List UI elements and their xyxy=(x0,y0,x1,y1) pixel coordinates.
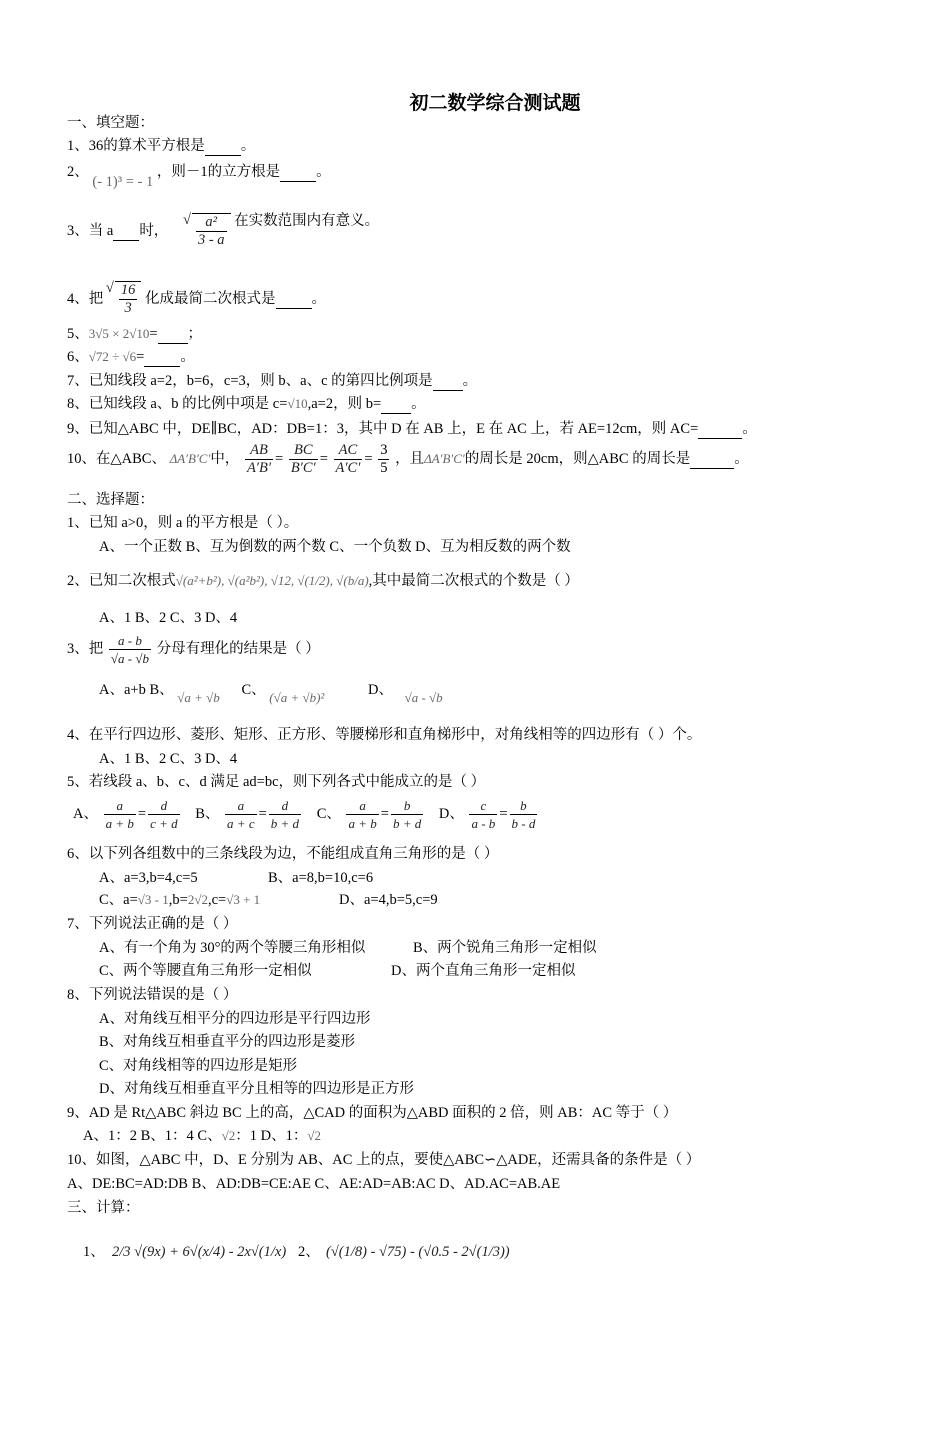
formula-q5: 3√5 × 2√10 xyxy=(88,326,150,341)
question-2-6: 6、以下列各组数中的三条线段为边，不能组成直角三角形的是（ ） xyxy=(67,846,499,862)
question-2-8-option-d: D、对角线互相垂直平分且相等的四边形是正方形 xyxy=(99,1081,414,1097)
page-title: 初二数学综合测试题 xyxy=(409,93,581,114)
question-2-7-option-c: C、两个等腰直角三角形一定相似 xyxy=(99,963,312,979)
section-3-heading: 三、计算： xyxy=(67,1200,140,1216)
question-2-9-options: A、1：2 B、1：4 C、√2：1 D、1：√2 xyxy=(83,1128,321,1144)
formula-q8: √10 xyxy=(287,396,308,411)
question-2-10-options: A、DE:BC=AD:DB B、AD:DB=CE:AE C、AE:AD=AB:AC D、AD.AC=AB.AE xyxy=(67,1176,561,1192)
question-2-2: 2、已知二次根式√(a²+b²), √(a²b²), √12, √(1/2), √(b/a),其中最简二次根式的个数是（ ） xyxy=(67,573,579,589)
question-2-7-option-a: A、有一个角为 30°的两个等腰三角形相似 xyxy=(99,940,366,956)
question-2-6-option-a: A、a=3,b=4,c=5 xyxy=(99,870,198,886)
question-1-7: 7、已知线段 a=2，b=6，c=3，则 b、a、c 的第四比例项是 。 xyxy=(67,373,478,389)
formula-q2: (- 1)³ = - 1 xyxy=(92,174,154,190)
question-1-8: 8、已知线段 a、b 的比例中项是 c=√10,a=2，则 b= 。 xyxy=(67,396,426,412)
question-2-5-options: A、 $\frac{a}{a + b}$ = $\frac{d}{c + d}$ B、 $\frac{a}{a + c}$ = $\frac{d}{b + d}$ C、 $\frac{a}{a + b}$ = $\frac{b}{b + d}$ D、 $\frac{c}{a - b}$ = $\frac{b}{b - d}$ xyxy=(73,798,536,831)
question-2-1: 1、已知 a>0，则 a 的平方根是（ ）。 xyxy=(67,515,299,531)
question-1-10: 10、在△ABC、 ΔA′B′C′中， $\frac{AB}{A'B'}$ = $\frac{BC}{B'C'}$ = $\frac{AC}{A'C'}$ = $\frac{3}{5}$ ，且ΔA′B′C′的周长是 20cm，则△ABC 的周长是 。 xyxy=(67,442,749,476)
question-2-4: 4、在平行四边形、菱形、矩形、正方形、等腰梯形和直角梯形中，对角线相等的四边形有（ ）个。 xyxy=(67,727,702,743)
question-1-2: 2、 (- 1)³ = - 1 ，则－1的立方根是 。 xyxy=(67,164,331,190)
question-2-1-options: A、一个正数 B、互为倒数的两个数 C、一个负数 D、互为相反数的两个数 xyxy=(99,539,571,555)
question-2-6-option-d: D、a=4,b=5,c=9 xyxy=(339,892,438,908)
formula-q6: √72 ÷ √6 xyxy=(88,349,137,364)
question-2-8-option-b: B、对角线互相垂直平分的四边形是菱形 xyxy=(99,1034,356,1050)
question-2-8-option-c: C、对角线相等的四边形是矩形 xyxy=(99,1058,298,1074)
question-1-5: 5、3√5 × 2√10= ； xyxy=(67,326,203,342)
section-2-heading: 二、选择题： xyxy=(67,492,154,508)
question-2-7: 7、下列说法正确的是（ ） xyxy=(67,916,238,932)
calc-1-label: 1、 xyxy=(83,1244,105,1260)
question-2-5: 5、若线段 a、b、c、d 满足 ad=bc，则下列各式中能成立的是（ ） xyxy=(67,774,486,790)
question-2-6-option-b: B、a=8,b=10,c=6 xyxy=(268,870,374,886)
question-2-8-option-a: A、对角线互相平分的四边形是平行四边形 xyxy=(99,1011,371,1027)
question-2-7-option-d: D、两个直角三角形一定相似 xyxy=(391,963,576,979)
formula-q4: √ $\frac{16}{3}$ xyxy=(115,281,142,317)
question-2-4-options: A、1 B、2 C、3 D、4 xyxy=(99,751,238,767)
question-1-1: 1、36的算术平方根是 。 xyxy=(67,138,256,154)
calc-2-formula: (√(1/8) - √75) - (√0.5 - 2√(1/3)) xyxy=(326,1244,510,1260)
question-2-10: 10、如图，△ABC 中，D、E 分别为 AB、AC 上的点，要使△ABC∽△ADE，还需具备的条件是（ ） xyxy=(67,1152,701,1168)
question-2-2-options: A、1 B、2 C、3 D、4 xyxy=(99,610,238,626)
calc-1-formula: 2/3 √(9x) + 6√(x/4) - 2x√(1/x) xyxy=(112,1244,287,1260)
question-1-9: 9、已知△ABC 中，DE∥BC，AD：DB=1：3，其中 D 在 AB 上，E 在 AC 上，若 AE=12cm，则 AC= 。 xyxy=(67,421,757,437)
question-2-3: 3、把 $\frac{a - b}{√a - √b}$ 分母有理化的结果是（ ） xyxy=(67,633,320,666)
question-2-6-option-c: C、a=√3 - 1,b=2√2,c=√3 + 1 xyxy=(99,892,261,908)
question-1-3: 3、当 a 时， √ $\frac{\text{a²}}{3 - a}$ 在实数范围内有意义。 xyxy=(67,213,379,263)
question-2-9: 9、AD 是 Rt△ABC 斜边 BC 上的高，△CAD 的面积为△ABD 面积的 2 倍，则 AB：AC 等于（ ） xyxy=(67,1105,678,1121)
question-1-4: 4、把 √ $\frac{16}{3}$ 化成最简二次根式是 。 xyxy=(67,281,326,317)
formula-q3: √ $\frac{\text{a²}}{3 - a}$ xyxy=(192,213,231,249)
section-1-heading: 一、填空题： xyxy=(67,115,154,131)
question-2-7-option-b: B、两个锐角三角形一定相似 xyxy=(413,940,597,956)
question-2-8: 8、下列说法错误的是（ ） xyxy=(67,987,238,1003)
question-2-3-options: A、a+b B、 √a + √b C、 (√a + √b)² D、 √a - √b xyxy=(99,682,443,705)
formula-2-2: √(a²+b²), √(a²b²), √12, √(1/2), √(b/a) xyxy=(175,573,369,588)
question-1-6: 6、√72 ÷ √6= 。 xyxy=(67,349,195,365)
calc-2-label: 2、 xyxy=(298,1244,320,1260)
